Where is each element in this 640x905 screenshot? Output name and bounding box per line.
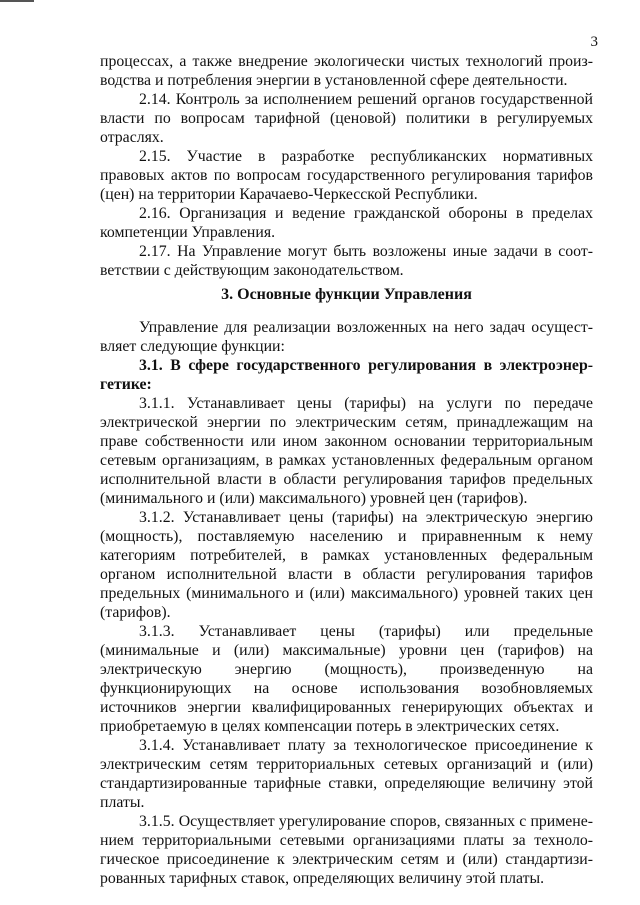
- lower-text-block: [100, 318, 593, 888]
- paragraph-3-1-4: 3.1.4. Устанавливает плату за технологическое присоединение к электрическим сетям территориальных сетевых организаций и (или) стандартизированные тарифные ставки, определяющие величину этой платы.: [100, 737, 593, 811]
- paragraph-3-1-1: 3.1.1. Устанавливает цены (тарифы) на услуги по передаче электрической энергии по электрическим сетям, принадлежащим на праве собственности или ином законном основании территориальным сетевым организациям, в рамках установленных федеральным органом исполнительной власти в области регулирования тарифов предельных (минимального и (или) максимального) уровней цен (тарифов).: [100, 395, 593, 507]
- upper-text-block: [100, 52, 593, 280]
- paragraph-intro: Управление для реализации возложенных на него задач осуществляет следующие функции:: [100, 319, 593, 355]
- paragraph-2-16: 2.16. Организация и ведение гражданской обороны в пределах компетенции Управления.: [100, 205, 593, 241]
- paragraph-3-1: 3.1. В сфере государственного регулирования в электроэнергетике:: [100, 357, 593, 393]
- paragraph-2-14: 2.14. Контроль за исполнением решений органов государственной власти по вопросам тарифной (ценовой) политики в регулируемых отраслях.: [100, 91, 593, 146]
- scan-corner-mark: [0, 0, 34, 2]
- paragraph-2-15: 2.15. Участие в разработке республиканских нормативных правовых актов по вопросам государственного регулирования тарифов (цен) на территории Карачаево-Черкесской Республики.: [100, 148, 593, 203]
- paragraph-2-17: 2.17. На Управление могут быть возложены иные задачи в соответствии с действующим законодательством.: [100, 243, 593, 279]
- section-heading: 3. Основные функции Управления: [221, 286, 472, 303]
- paragraph-3-1-3: 3.1.3. Устанавливает цены (тарифы) или предельные (минимальные и (или) максимальные) уровни цен (тарифов) на электрическую энергию (мощность), произведенную на функционирующих на основе использования возобновляемых источников энергии квалифицированных генерирующих объектах и приобретаемую в целях компенсации потерь в электрических сетях.: [100, 623, 593, 735]
- page-number: 3: [590, 34, 598, 50]
- paragraph-continuation: процессах, а также внедрение экологически чистых технологий производства и потребления энергии в установленной сфере деятельности.: [100, 53, 593, 89]
- paragraph-3-1-5: 3.1.5. Осуществляет урегулирование споров, связанных с применением территориальными сетевыми организациями платы за технологическое присоединение к электрическим сетям и (или) стандартизированных тарифных ставок, определяющих величину этой платы.: [100, 813, 593, 887]
- paragraph-3-1-2: 3.1.2. Устанавливает цены (тарифы) на электрическую энергию (мощность), поставляемую населению и приравненным к нему категориям потребителей, в рамках установленных федеральным органом исполнительной власти в области регулирования тарифов предельных (минимального и (или) максимального) уровней таких цен (тарифов).: [100, 509, 593, 621]
